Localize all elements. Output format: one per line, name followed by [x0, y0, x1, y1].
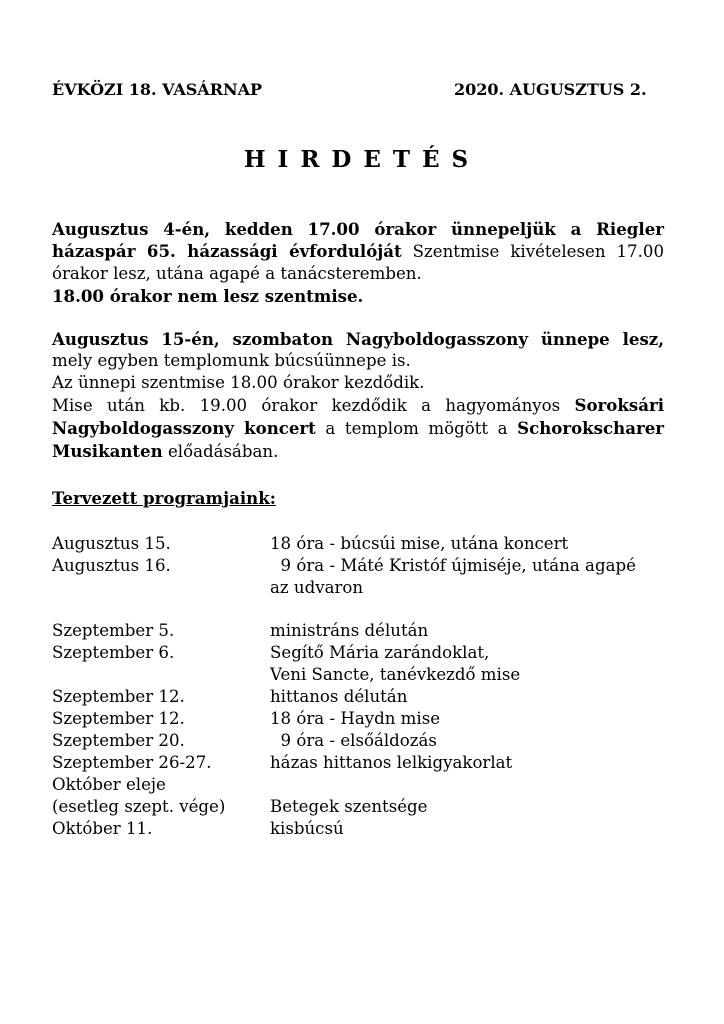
announcement-2-line-6-rest: előadásában.: [162, 442, 279, 461]
header-left: ÉVKÖZI 18. VASÁRNAP: [52, 80, 263, 99]
announcement-1-line-2-bold: házaspár 65. házassági évfordulóját: [52, 241, 402, 261]
announcement-1-line-2: [52, 240, 664, 263]
announcement-2-line-2: mely egyben templomunk búcsúünnepe is.: [52, 351, 411, 370]
announcement-2-line-5: [52, 417, 664, 440]
schedule-date: Szeptember 12.: [52, 709, 185, 728]
announcement-2-line-1: Augusztus 15-én, szombaton Nagyboldogasszony ünnepe lesz,: [52, 329, 664, 349]
schedule-event: Betegek szentsége: [270, 797, 428, 816]
announcement-1-line-2-rest: Szentmise kivételesen 17.00: [401, 242, 665, 261]
announcement-2-line-4-bold: Soroksári: [574, 395, 664, 415]
announcement-1: [52, 218, 664, 307]
schedule-event: hittanos délután: [270, 687, 408, 706]
schedule-date: Október 11.: [52, 819, 153, 838]
announcement-1-line-1: Augusztus 4-én, kedden 17.00 órakor ünnepeljük a Riegler: [52, 219, 664, 239]
page-title: HIRDETÉS: [243, 146, 481, 173]
announcement-2: [52, 328, 664, 463]
schedule-date: Szeptember 20.: [52, 731, 185, 750]
announcement-2-line-4-text: Mise után kb. 19.00 órakor kezdődik a hagyományos: [52, 396, 575, 415]
schedule-event: 9 óra - elsőáldozás: [270, 731, 437, 750]
schedule-event: Segítő Mária zarándoklat,: [270, 643, 490, 662]
schedule-event: ministráns délután: [270, 621, 429, 640]
schedule-date: (esetleg szept. vége): [52, 797, 226, 816]
announcement-2-line-6: [52, 440, 664, 463]
header-right: 2020. AUGUSZTUS 2.: [454, 80, 647, 99]
announcement-2-line-4: [52, 394, 664, 417]
announcement-2-line-5-bold-a: Nagyboldogasszony koncert: [52, 418, 316, 438]
announcement-2-line-3: Az ünnepi szentmise 18.00 órakor kezdődik.: [52, 373, 425, 392]
schedule-event: házas hittanos lelkigyakorlat: [270, 753, 513, 772]
schedule-event: 18 óra - búcsúi mise, utána koncert: [270, 534, 569, 553]
schedule-date: Szeptember 6.: [52, 643, 175, 662]
schedule-event: kisbúcsú: [270, 819, 344, 838]
announcement-2-line-6-bold: Musikanten: [52, 441, 163, 461]
schedule-date: Október eleje: [52, 775, 166, 794]
announcement-1-line-3: órakor lesz, utána agapé a tanácsteremben.: [52, 264, 422, 283]
schedule-event: Veni Sancte, tanévkezdő mise: [270, 665, 521, 684]
programs-heading: Tervezett programjaink:: [52, 488, 276, 508]
schedule-date: Szeptember 26-27.: [52, 753, 212, 772]
announcement-2-line-5-text: a templom mögött a: [315, 419, 518, 438]
announcement-1-line-4: 18.00 órakor nem lesz szentmise.: [52, 286, 364, 306]
schedule-date: Szeptember 12.: [52, 687, 185, 706]
schedule-date: Augusztus 16.: [52, 556, 171, 575]
schedule-event: 18 óra - Haydn mise: [270, 709, 441, 728]
schedule-event: az udvaron: [270, 578, 364, 597]
schedule-date: Szeptember 5.: [52, 621, 175, 640]
announcement-2-line-5-bold-c: Schorokscharer: [517, 418, 664, 438]
schedule-event: 9 óra - Máté Kristóf újmiséje, utána agapé: [270, 556, 636, 575]
schedule-date: Augusztus 15.: [52, 534, 171, 553]
